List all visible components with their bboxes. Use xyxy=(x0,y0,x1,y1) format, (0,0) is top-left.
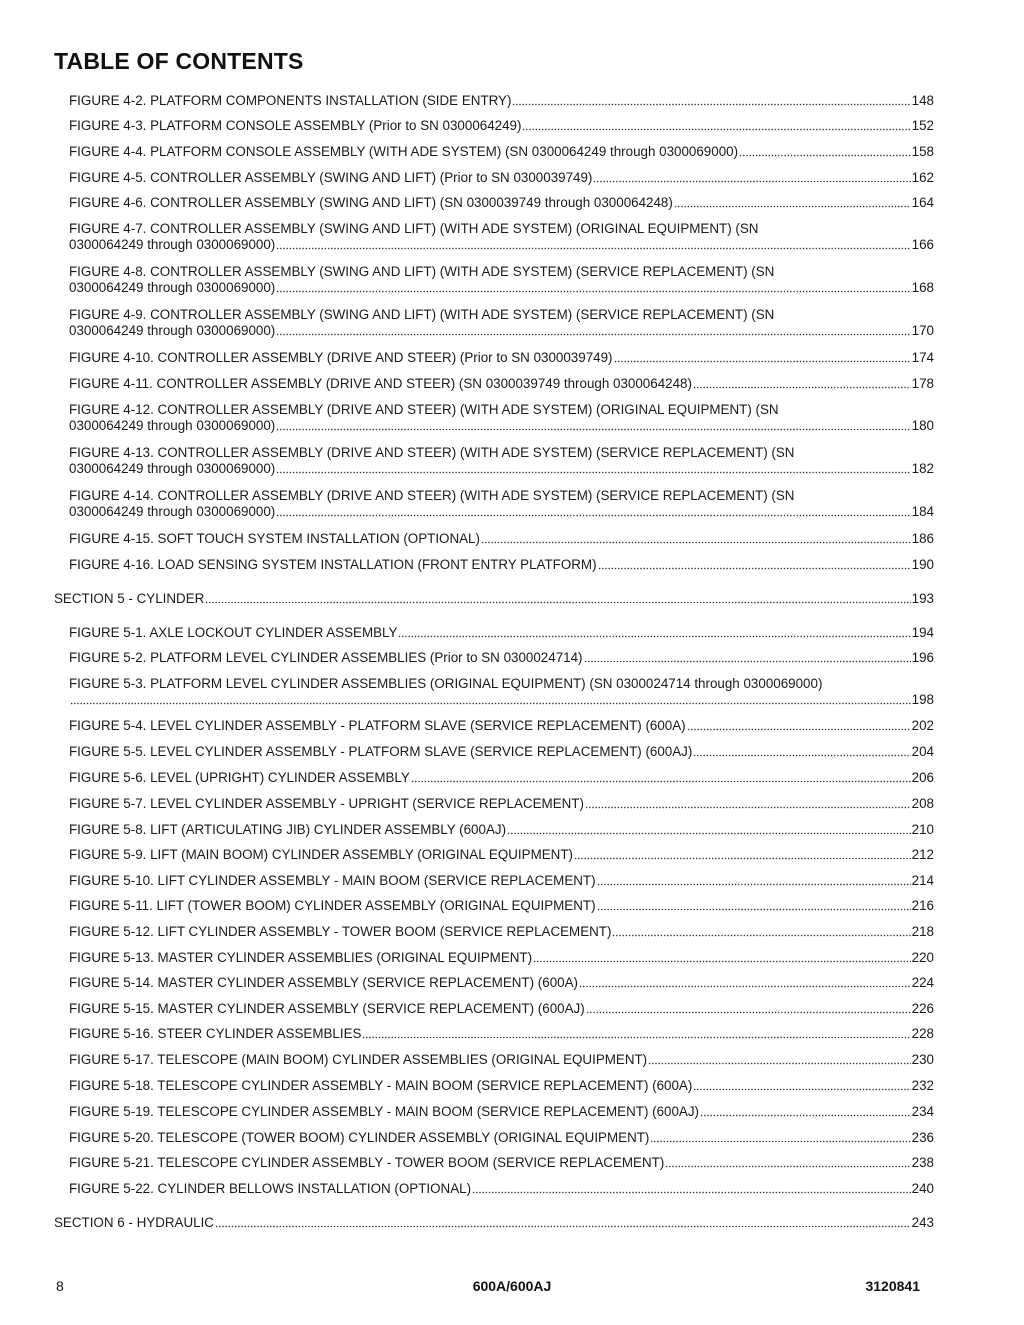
dot-leader xyxy=(687,718,911,731)
toc-entry-title: FIGURE 5-14. MASTER CYLINDER ASSEMBLY (SERVICE REPLACEMENT) (600A) xyxy=(69,975,578,990)
toc-figure-entry[interactable] xyxy=(69,144,934,160)
toc-page-number: 182 xyxy=(911,461,934,476)
footer-model: 600A/600AJ xyxy=(472,1278,552,1294)
toc-figure-entry[interactable] xyxy=(69,1052,934,1068)
toc-figure-entry[interactable] xyxy=(69,221,934,253)
toc-entry-title: FIGURE 5-11. LIFT (TOWER BOOM) CYLINDER ASSEMBLY (ORIGINAL EQUIPMENT) xyxy=(69,898,596,913)
toc-entry-title: FIGURE 4-16. LOAD SENSING SYSTEM INSTALLATION (FRONT ENTRY PLATFORM) xyxy=(69,557,597,572)
toc-page-number: 216 xyxy=(911,898,934,913)
toc-figure-entry[interactable] xyxy=(69,1026,934,1042)
dot-leader xyxy=(598,557,911,570)
dot-leader xyxy=(276,461,910,474)
dot-leader xyxy=(674,195,911,208)
toc-page-number: 228 xyxy=(911,1026,934,1041)
toc-section-entry[interactable] xyxy=(54,591,934,607)
dot-leader xyxy=(693,376,911,389)
toc-entry-title: FIGURE 4-7. CONTROLLER ASSEMBLY (SWING AND LIFT) (WITH ADE SYSTEM) (ORIGINAL EQUIPMENT) (SN xyxy=(69,221,759,236)
toc-page-number: 224 xyxy=(911,975,934,990)
toc-entry-title-continued: 0300064249 through 0300069000) xyxy=(69,461,276,476)
toc-entry-title: FIGURE 4-13. CONTROLLER ASSEMBLY (DRIVE AND STEER) (WITH ADE SYSTEM) (SERVICE REPLACEMENT) (SN xyxy=(69,445,795,460)
toc-page-number: 236 xyxy=(911,1130,934,1145)
toc-entry-title-continued: 0300064249 through 0300069000) xyxy=(69,504,276,519)
toc-page-number: 166 xyxy=(911,237,934,252)
dot-leader xyxy=(70,692,911,705)
toc-figure-entry[interactable] xyxy=(69,1181,934,1197)
toc-entry-title: FIGURE 4-4. PLATFORM CONSOLE ASSEMBLY (WITH ADE SYSTEM) (SN 0300064249 through 0300069000) xyxy=(69,144,739,159)
toc-page-number: 198 xyxy=(911,692,934,707)
dot-leader xyxy=(507,822,911,835)
toc-page-number: 232 xyxy=(911,1078,934,1093)
toc-figure-entry[interactable] xyxy=(69,975,934,991)
toc-entry-title: FIGURE 4-12. CONTROLLER ASSEMBLY (DRIVE AND STEER) (WITH ADE SYSTEM) (ORIGINAL EQUIPMENT) (SN xyxy=(69,402,779,417)
dot-leader xyxy=(700,1104,911,1117)
toc-entry-title: FIGURE 4-14. CONTROLLER ASSEMBLY (DRIVE AND STEER) (WITH ADE SYSTEM) (SERVICE REPLACEMENT) (SN xyxy=(69,488,795,503)
toc-page-number: 194 xyxy=(911,625,934,640)
dot-leader xyxy=(574,847,911,860)
toc-page-number: 240 xyxy=(911,1181,934,1196)
toc-entry-title: FIGURE 5-7. LEVEL CYLINDER ASSEMBLY - UPRIGHT (SERVICE REPLACEMENT) xyxy=(69,796,584,811)
dot-leader xyxy=(512,93,910,106)
dot-leader xyxy=(522,118,910,131)
toc-entry-title: FIGURE 5-3. PLATFORM LEVEL CYLINDER ASSEMBLIES (ORIGINAL EQUIPMENT) (SN 0300024714 through 0300069000) xyxy=(69,676,823,691)
toc-page-number: 148 xyxy=(911,93,934,108)
toc-entry-title: FIGURE 5-4. LEVEL CYLINDER ASSEMBLY - PLATFORM SLAVE (SERVICE REPLACEMENT) (600A) xyxy=(69,718,686,733)
toc-page-number: 243 xyxy=(911,1215,934,1230)
toc-figure-entry[interactable] xyxy=(69,1001,934,1017)
toc-figure-entry[interactable] xyxy=(69,744,934,760)
toc-page-number: 193 xyxy=(911,591,934,606)
dot-leader xyxy=(215,1215,911,1228)
toc-entry-title: FIGURE 5-18. TELESCOPE CYLINDER ASSEMBLY - MAIN BOOM (SERVICE REPLACEMENT) (600A) xyxy=(69,1078,693,1093)
toc-page-number: 170 xyxy=(911,323,934,338)
toc-entry-title: FIGURE 5-9. LIFT (MAIN BOOM) CYLINDER ASSEMBLY (ORIGINAL EQUIPMENT) xyxy=(69,847,573,862)
toc-page-number: 168 xyxy=(911,280,934,295)
toc-page-number: 210 xyxy=(911,822,934,837)
dot-leader xyxy=(693,744,910,757)
dot-leader xyxy=(597,898,911,911)
dot-leader xyxy=(533,950,911,963)
toc-figure-entry[interactable] xyxy=(69,718,934,734)
dot-leader xyxy=(693,1078,910,1091)
toc-entry-title: FIGURE 5-17. TELESCOPE (MAIN BOOM) CYLINDER ASSEMBLIES (ORIGINAL EQUIPMENT) xyxy=(69,1052,648,1067)
toc-page-number: 180 xyxy=(911,418,934,433)
toc-figure-entry[interactable] xyxy=(69,195,934,211)
toc-figure-entry[interactable] xyxy=(69,376,934,392)
toc-figure-entry[interactable] xyxy=(69,531,934,547)
footer-manual-number: 3120841 xyxy=(865,1278,920,1294)
toc-entry-title: FIGURE 5-10. LIFT CYLINDER ASSEMBLY - MAIN BOOM (SERVICE REPLACEMENT) xyxy=(69,873,596,888)
toc-entry-title: SECTION 5 - CYLINDER xyxy=(54,591,205,606)
dot-leader xyxy=(411,770,911,783)
dot-leader xyxy=(472,1181,911,1194)
toc-entry-title: FIGURE 5-6. LEVEL (UPRIGHT) CYLINDER ASSEMBLY xyxy=(69,770,410,785)
dot-leader xyxy=(205,591,910,604)
toc-entry-title-continued: 0300064249 through 0300069000) xyxy=(69,418,276,433)
toc-figure-entry[interactable] xyxy=(69,650,934,666)
toc-entry-title-continued: 0300064249 through 0300069000) xyxy=(69,323,276,338)
toc-page-number: 164 xyxy=(911,195,934,210)
dot-leader xyxy=(612,924,910,937)
toc-figure-entry[interactable] xyxy=(69,796,934,812)
toc-figure-entry[interactable] xyxy=(69,676,934,708)
toc-page-number: 196 xyxy=(911,650,934,665)
toc-page-number: 186 xyxy=(911,531,934,546)
toc-entry-title: FIGURE 5-21. TELESCOPE CYLINDER ASSEMBLY - TOWER BOOM (SERVICE REPLACEMENT) xyxy=(69,1155,665,1170)
toc-page-number: 202 xyxy=(911,718,934,733)
toc-figure-entry[interactable] xyxy=(69,1104,934,1120)
toc-entry-title: FIGURE 4-11. CONTROLLER ASSEMBLY (DRIVE AND STEER) (SN 0300039749 through 0300064248) xyxy=(69,376,692,391)
toc-figure-entry[interactable] xyxy=(69,350,934,366)
toc-figure-entry[interactable] xyxy=(69,625,934,641)
dot-leader xyxy=(597,873,911,886)
dot-leader xyxy=(648,1052,911,1065)
toc-figure-entry[interactable] xyxy=(69,873,934,889)
toc-entry-title: FIGURE 4-9. CONTROLLER ASSEMBLY (SWING AND LIFT) (WITH ADE SYSTEM) (SERVICE REPLACEMENT) (SN xyxy=(69,307,775,322)
dot-leader xyxy=(585,796,911,809)
toc-section-entry[interactable] xyxy=(54,1215,934,1231)
toc-entry-title: SECTION 6 - HYDRAULIC xyxy=(54,1215,214,1230)
toc-page-number: 212 xyxy=(911,847,934,862)
toc-figure-entry[interactable] xyxy=(69,488,934,520)
dot-leader xyxy=(584,650,911,663)
toc-figure-entry[interactable] xyxy=(69,770,934,786)
toc-entry-title: FIGURE 5-5. LEVEL CYLINDER ASSEMBLY - PLATFORM SLAVE (SERVICE REPLACEMENT) (600AJ) xyxy=(69,744,693,759)
toc-entry-title: FIGURE 5-12. LIFT CYLINDER ASSEMBLY - TOWER BOOM (SERVICE REPLACEMENT) xyxy=(69,924,612,939)
toc-page-number: 158 xyxy=(911,144,934,159)
toc-figure-entry[interactable] xyxy=(69,402,934,434)
toc-figure-entry[interactable] xyxy=(69,264,934,296)
toc-page-number: 204 xyxy=(911,744,934,759)
dot-leader xyxy=(614,350,911,363)
toc-entry-title: FIGURE 4-6. CONTROLLER ASSEMBLY (SWING AND LIFT) (SN 0300039749 through 0300064248) xyxy=(69,195,673,210)
toc-page-number: 206 xyxy=(911,770,934,785)
toc-page-number: 220 xyxy=(911,950,934,965)
toc-entry-title: FIGURE 4-2. PLATFORM COMPONENTS INSTALLATION (SIDE ENTRY) xyxy=(69,93,512,108)
dot-leader xyxy=(276,237,910,250)
toc-page-number: 208 xyxy=(911,796,934,811)
toc-entry-title-continued: 0300064249 through 0300069000) xyxy=(69,280,276,295)
toc-page-number: 234 xyxy=(911,1104,934,1119)
dot-leader xyxy=(276,280,910,293)
toc-entry-title-continued: 0300064249 through 0300069000) xyxy=(69,237,276,252)
dot-leader xyxy=(586,1001,911,1014)
dot-leader xyxy=(579,975,911,988)
toc-figure-entry[interactable] xyxy=(69,445,934,477)
toc-page-number: 238 xyxy=(911,1155,934,1170)
toc-figure-entry[interactable] xyxy=(69,950,934,966)
toc-entry-title: FIGURE 5-8. LIFT (ARTICULATING JIB) CYLINDER ASSEMBLY (600AJ) xyxy=(69,822,507,837)
toc-figure-entry[interactable] xyxy=(69,1078,934,1094)
toc-page-number: 230 xyxy=(911,1052,934,1067)
toc-figure-entry[interactable] xyxy=(69,307,934,339)
toc-entry-title: FIGURE 4-15. SOFT TOUCH SYSTEM INSTALLATION (OPTIONAL) xyxy=(69,531,480,546)
toc-entry-title: FIGURE 4-5. CONTROLLER ASSEMBLY (SWING AND LIFT) (Prior to SN 0300039749) xyxy=(69,170,593,185)
toc-figure-entry[interactable] xyxy=(69,1155,934,1171)
toc-entry-title: FIGURE 5-22. CYLINDER BELLOWS INSTALLATION (OPTIONAL) xyxy=(69,1181,472,1196)
toc-figure-entry[interactable] xyxy=(69,924,934,940)
toc-entry-title: FIGURE 5-15. MASTER CYLINDER ASSEMBLY (SERVICE REPLACEMENT) (600AJ) xyxy=(69,1001,585,1016)
toc-entry-title: FIGURE 5-16. STEER CYLINDER ASSEMBLIES xyxy=(69,1026,362,1041)
toc-entry-title: FIGURE 4-8. CONTROLLER ASSEMBLY (SWING AND LIFT) (WITH ADE SYSTEM) (SERVICE REPLACEMENT) (SN xyxy=(69,264,775,279)
footer-page-number: 8 xyxy=(56,1278,64,1294)
toc-figure-entry[interactable] xyxy=(69,93,934,109)
toc-page-number: 152 xyxy=(911,118,934,133)
toc-page-number: 190 xyxy=(911,557,934,572)
toc-figure-entry[interactable] xyxy=(69,1130,934,1146)
dot-leader xyxy=(276,323,910,336)
dot-leader xyxy=(650,1130,910,1143)
dot-leader xyxy=(276,504,910,517)
toc-page-number: 218 xyxy=(911,924,934,939)
toc-figure-entry[interactable] xyxy=(69,898,934,914)
toc-entry-title: FIGURE 5-1. AXLE LOCKOUT CYLINDER ASSEMBLY xyxy=(69,625,398,640)
toc-entry-title: FIGURE 5-13. MASTER CYLINDER ASSEMBLIES (ORIGINAL EQUIPMENT) xyxy=(69,950,533,965)
toc-page-number: 226 xyxy=(911,1001,934,1016)
toc-entry-title: FIGURE 5-20. TELESCOPE (TOWER BOOM) CYLINDER ASSEMBLY (ORIGINAL EQUIPMENT) xyxy=(69,1130,650,1145)
toc-page-number: 174 xyxy=(911,350,934,365)
toc-figure-entry[interactable] xyxy=(69,847,934,863)
dot-leader xyxy=(665,1155,910,1168)
toc-entry-title: FIGURE 5-2. PLATFORM LEVEL CYLINDER ASSEMBLIES (Prior to SN 0300024714) xyxy=(69,650,583,665)
dot-leader xyxy=(362,1026,910,1039)
toc-page-number: 162 xyxy=(911,170,934,185)
dot-leader xyxy=(481,531,911,544)
toc-entry-title: FIGURE 4-10. CONTROLLER ASSEMBLY (DRIVE AND STEER) (Prior to SN 0300039749) xyxy=(69,350,613,365)
toc-page-number: 184 xyxy=(911,504,934,519)
toc-page-number: 178 xyxy=(911,376,934,391)
toc-figure-entry[interactable] xyxy=(69,557,934,573)
dot-leader xyxy=(276,418,910,431)
toc-page-number: 214 xyxy=(911,873,934,888)
dot-leader xyxy=(398,625,910,638)
toc-entry-title: FIGURE 5-19. TELESCOPE CYLINDER ASSEMBLY - MAIN BOOM (SERVICE REPLACEMENT) (600AJ) xyxy=(69,1104,700,1119)
toc-figure-entry[interactable] xyxy=(69,170,934,186)
toc-entry-title: FIGURE 4-3. PLATFORM CONSOLE ASSEMBLY (Prior to SN 0300064249) xyxy=(69,118,522,133)
toc-figure-entry[interactable] xyxy=(69,822,934,838)
page-title: TABLE OF CONTENTS xyxy=(54,48,304,74)
dot-leader xyxy=(593,170,910,183)
toc-figure-entry[interactable] xyxy=(69,118,934,134)
dot-leader xyxy=(739,144,911,157)
